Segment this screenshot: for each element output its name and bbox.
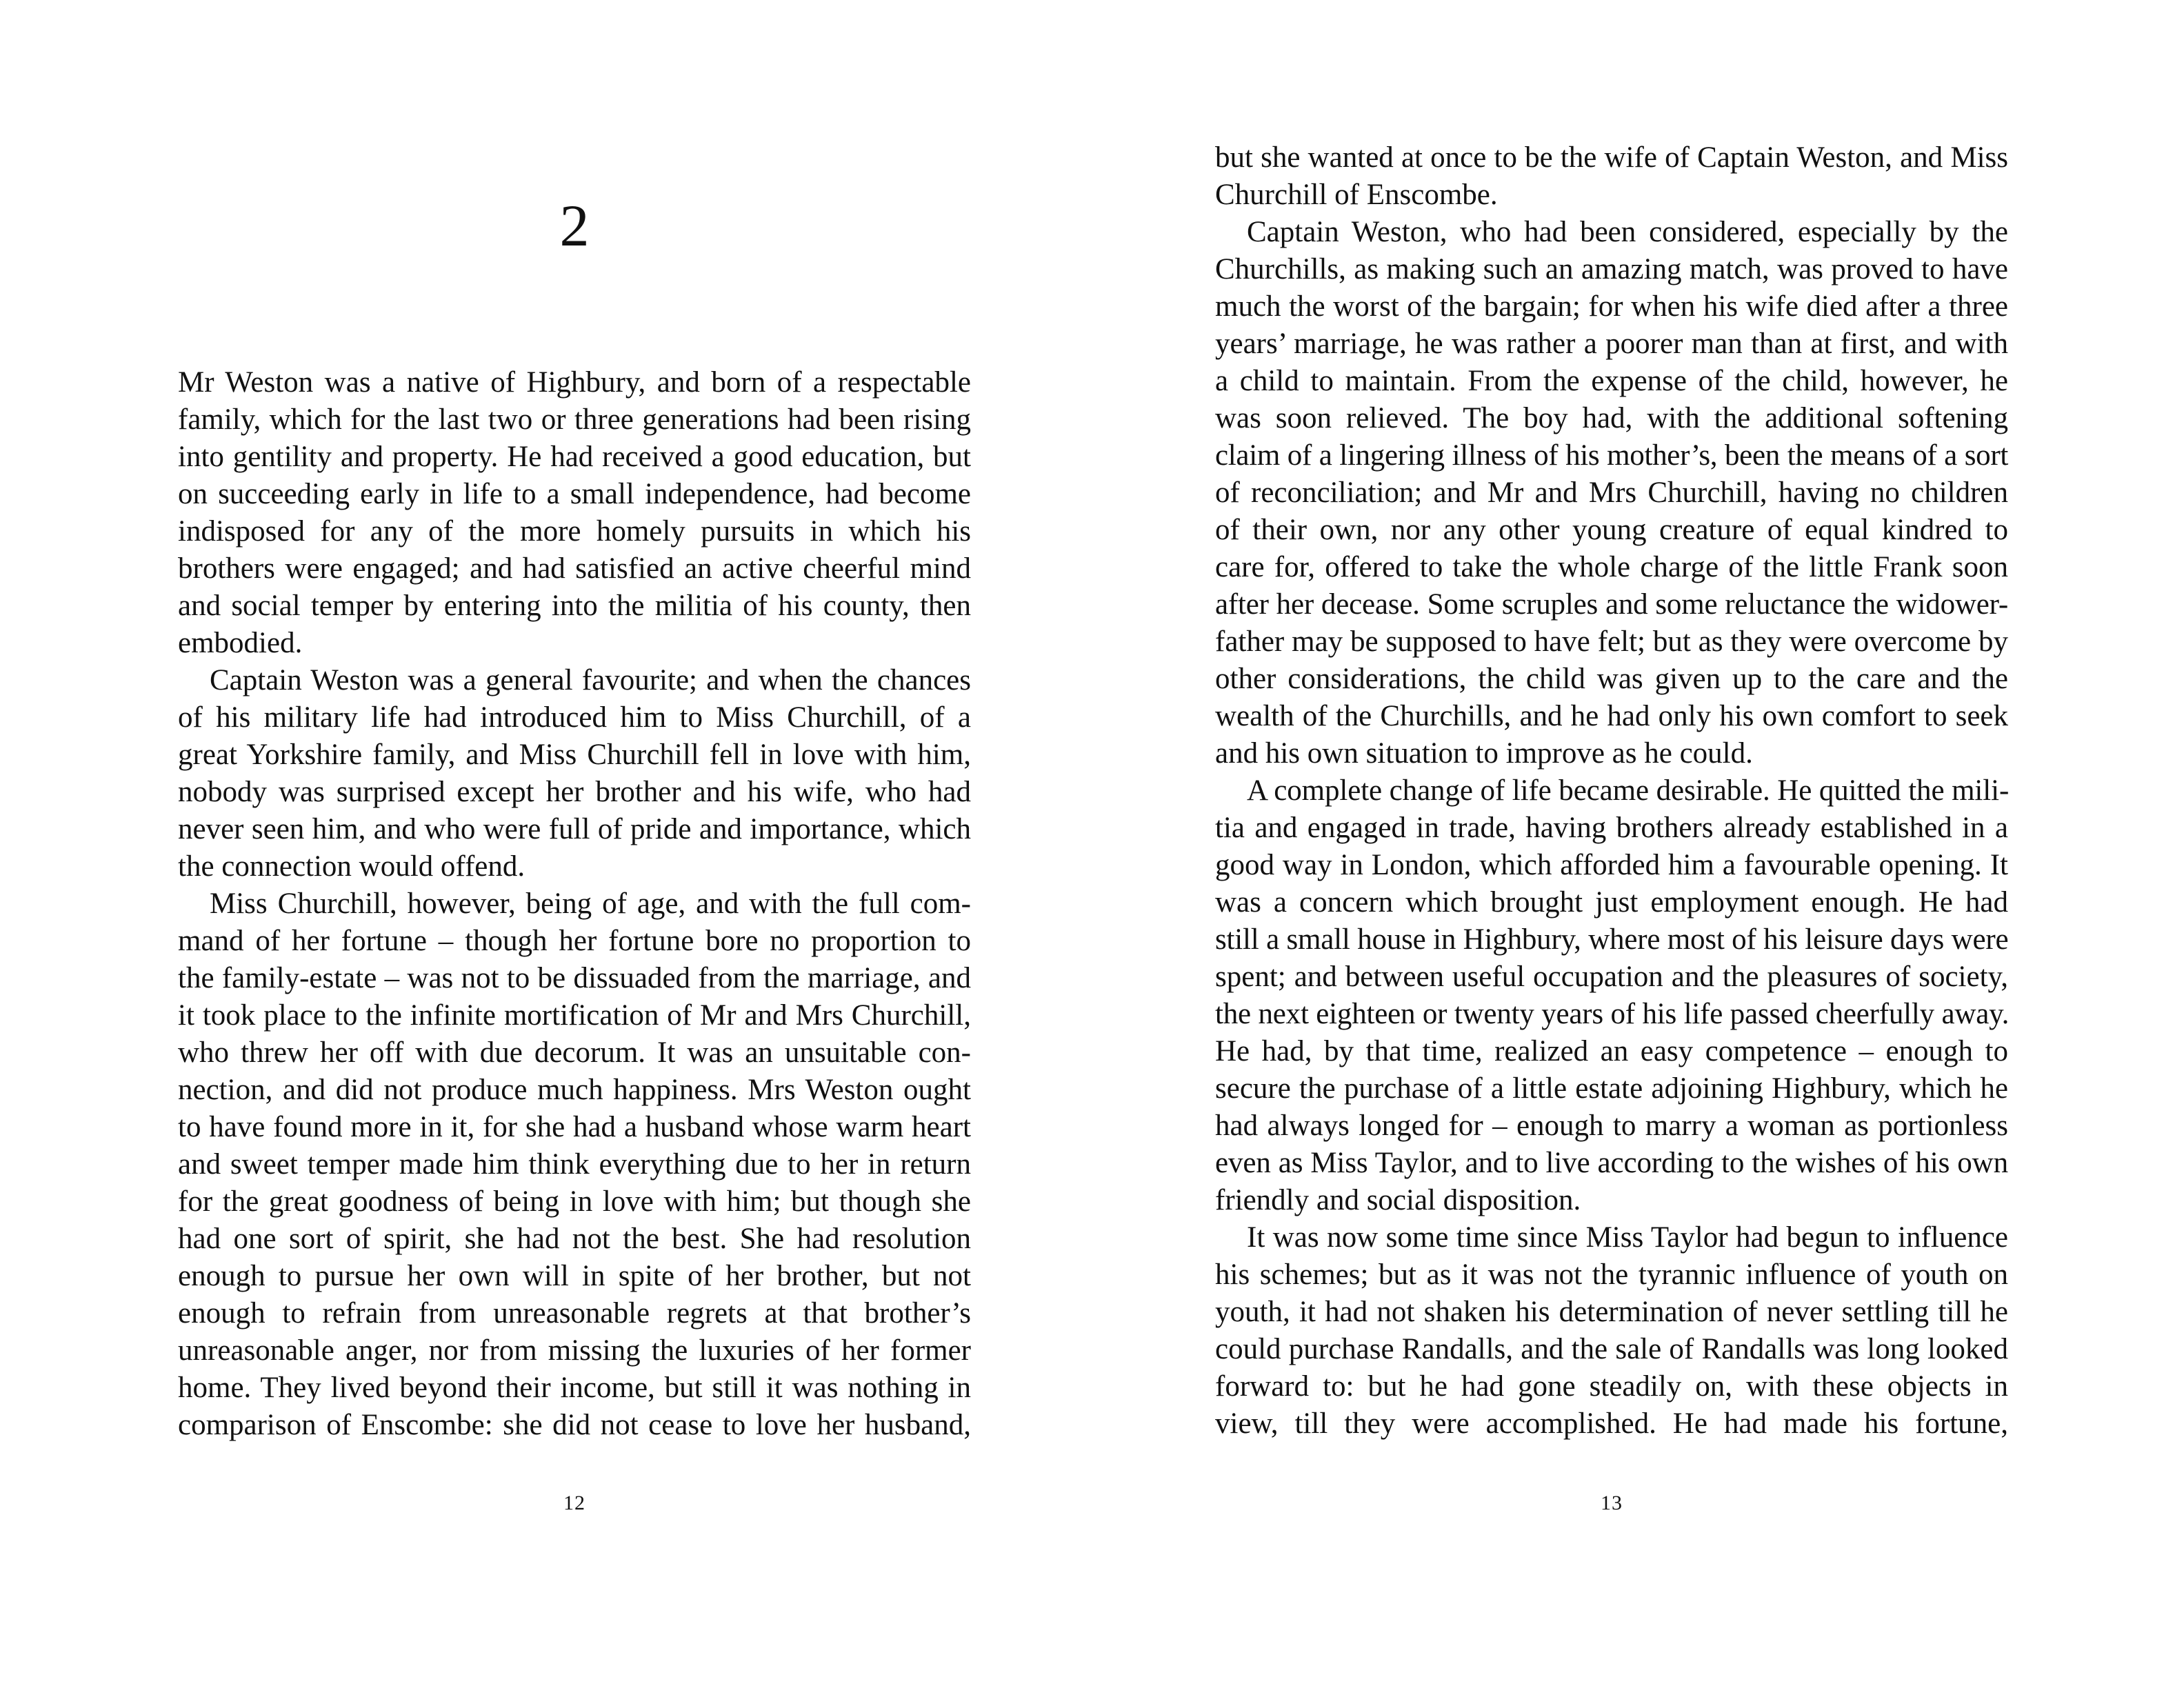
text-line: wealth of the Churchills, and he had only his own comfort to seek: [1215, 700, 2008, 732]
text-line: comparison of Enscombe: she did not cease to love her husband,: [178, 1409, 971, 1441]
text-line: friendly and social disposition.: [1215, 1184, 1581, 1216]
text-line: family, which for the last two or three generations had been rising: [178, 403, 971, 436]
left-page: [178, 0, 971, 1695]
right-page-text: [1215, 139, 2008, 1443]
text-line: claim of a lingering illness of his mother’s, been the means of a sort: [1215, 439, 2008, 472]
text-line: youth, it had not shaken his determination of never settling till he: [1215, 1296, 2008, 1328]
left-page-text: [178, 364, 971, 1444]
text-line: forward to: but he had gone steadily on, with these objects in: [1215, 1370, 2008, 1403]
text-line: on succeeding early in life to a small independence, had become: [178, 478, 971, 510]
left-page-number: 12: [563, 1492, 585, 1514]
text-line: never seen him, and who were full of pride and importance, which: [178, 813, 971, 845]
text-line: Miss Churchill, however, being of age, and with the full com-: [210, 887, 971, 920]
text-line: mand of her fortune – though her fortune bore no proportion to: [178, 925, 971, 957]
text-line: the next eighteen or twenty years of his life passed cheerfully away.: [1215, 998, 2010, 1030]
text-line: enough to pursue her own will in spite of her brother, but not: [178, 1260, 971, 1292]
text-line: had one sort of spirit, she had not the best. She had resolution: [178, 1223, 971, 1255]
text-line: nobody was surprised except her brother and his wife, who had: [178, 776, 971, 808]
text-line: of his military life had introduced him to Miss Churchill, of a: [178, 701, 971, 734]
text-line: indisposed for any of the more homely pursuits in which his: [178, 515, 971, 548]
right-page: [1215, 0, 2008, 1695]
text-line: Churchill of Enscombe.: [1215, 179, 1498, 211]
text-line: who threw her off with due decorum. It was an unsuitable con-: [178, 1036, 971, 1069]
text-line: home. They lived beyond their income, but still it was nothing in: [178, 1372, 971, 1404]
text-line: Mr Weston was a native of Highbury, and born of a respectable: [178, 366, 971, 399]
text-line: father may be supposed to have felt; but as they were overcome by: [1215, 625, 2008, 658]
right-page-number: 13: [1601, 1492, 1623, 1514]
text-line: to have found more in it, for she had a husband whose warm heart: [178, 1111, 971, 1143]
chapter-number: 2: [559, 192, 590, 259]
text-line: spent; and between useful occupation and the pleasures of society,: [1215, 961, 2008, 993]
text-line: for the great goodness of being in love with him; but though she: [178, 1185, 971, 1218]
text-line: it took place to the infinite mortification of Mr and Mrs Churchill,: [178, 999, 971, 1032]
text-line: was soon relieved. The boy had, with the additional softening: [1215, 402, 2008, 434]
text-line: He had, by that time, realized an easy competence – enough to: [1215, 1035, 2008, 1067]
text-line: after her decease. Some scruples and some reluctance the widower-: [1215, 588, 2008, 621]
text-line: into gentility and property. He had received a good education, but: [178, 441, 971, 473]
text-line: years’ marriage, he was rather a poorer man than at first, and with: [1215, 328, 2008, 360]
text-line: and his own situation to improve as he could.: [1215, 737, 1753, 770]
text-line: great Yorkshire family, and Miss Churchill fell in love with him,: [178, 739, 971, 771]
text-line: much the worst of the bargain; for when his wife died after a three: [1215, 290, 2008, 323]
text-line: brothers were engaged; and had satisfied an active cheerful mind: [178, 552, 971, 585]
text-line: and sweet temper made him think everything due to her in return: [178, 1148, 971, 1181]
text-line: the connection would offend.: [178, 850, 525, 883]
text-line: unreasonable anger, nor from missing the luxuries of her former: [178, 1334, 971, 1367]
text-line: view, till they were accomplished. He had made his fortune,: [1215, 1407, 2008, 1440]
text-line: A complete change of life became desirable. He quitted the mili-: [1247, 774, 2010, 807]
text-line: could purchase Randalls, and the sale of Randalls was long looked: [1215, 1333, 2008, 1365]
text-line: embodied.: [178, 627, 303, 659]
text-line: Captain Weston was a general favourite; and when the chances: [210, 664, 971, 696]
text-line: other considerations, the child was given up to the care and the: [1215, 663, 2008, 695]
text-line: had always longed for – enough to marry a woman as portionless: [1215, 1110, 2008, 1142]
text-line: It was now some time since Miss Taylor had begun to influence: [1247, 1221, 2008, 1254]
text-line: but she wanted at once to be the wife of Captain Weston, and Miss: [1215, 141, 2008, 174]
text-line: and social temper by entering into the militia of his county, then: [178, 590, 971, 622]
text-line: a child to maintain. From the expense of the child, however, he: [1215, 365, 2008, 397]
text-line: of reconciliation; and Mr and Mrs Churchill, having no children: [1215, 477, 2008, 509]
text-line: his schemes; but as it was not the tyrannic influence of youth on: [1215, 1258, 2008, 1291]
text-line: the family-estate – was not to be dissuaded from the marriage, and: [178, 962, 971, 994]
text-line: was a concern which brought just employment enough. He had: [1215, 886, 2008, 919]
text-line: secure the purchase of a little estate adjoining Highbury, which he: [1215, 1072, 2008, 1105]
text-line: nection, and did not produce much happiness. Mrs Weston ought: [178, 1074, 971, 1106]
text-line: still a small house in Highbury, where most of his leisure days were: [1215, 923, 2009, 956]
text-line: tia and engaged in trade, having brothers already established in a: [1215, 812, 2008, 844]
text-line: enough to refrain from unreasonable regrets at that brother’s: [178, 1297, 971, 1330]
text-line: care for, offered to take the whole charge of the little Frank soon: [1215, 551, 2008, 583]
text-line: even as Miss Taylor, and to live according to the wishes of his own: [1215, 1147, 2008, 1179]
text-line: Captain Weston, who had been considered, especially by the: [1247, 216, 2008, 248]
text-line: Churchills, as making such an amazing match, was proved to have: [1215, 253, 2008, 285]
text-line: of their own, nor any other young creature of equal kindred to: [1215, 514, 2008, 546]
text-line: good way in London, which afforded him a favourable opening. It: [1215, 849, 2008, 881]
